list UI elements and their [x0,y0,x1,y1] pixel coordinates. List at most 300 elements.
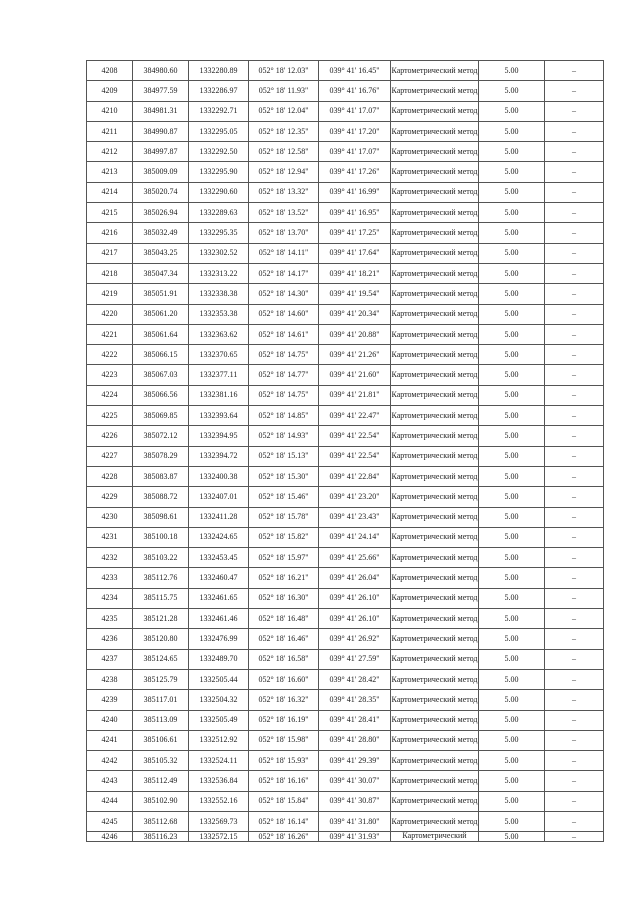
latitude-cell: 052° 18' 12.03" [249,61,319,81]
latitude-cell: 052° 18' 16.16" [249,771,319,791]
longitude-cell: 039° 41' 21.81" [319,385,391,405]
point-number-cell: 4239 [87,690,133,710]
y-coordinate-cell: 1332292.50 [189,142,249,162]
method-cell: Картометрический метод [391,406,479,426]
note-cell: – [545,710,604,730]
y-coordinate-cell: 1332363.62 [189,324,249,344]
accuracy-cell: 5.00 [479,730,545,750]
accuracy-cell: 5.00 [479,324,545,344]
latitude-cell: 052° 18' 14.75" [249,345,319,365]
method-cell: Картометрический метод [391,81,479,101]
method-cell: Картометрический метод [391,142,479,162]
note-cell: – [545,142,604,162]
method-cell: Картометрический метод [391,324,479,344]
x-coordinate-cell: 385066.15 [133,345,189,365]
method-cell: Картометрический метод [391,791,479,811]
longitude-cell: 039° 41' 26.04" [319,568,391,588]
note-cell: – [545,324,604,344]
y-coordinate-cell: 1332302.52 [189,243,249,263]
x-coordinate-cell: 385098.61 [133,507,189,527]
table-row [87,710,604,730]
accuracy-cell: 5.00 [479,365,545,385]
x-coordinate-cell: 385115.75 [133,588,189,608]
latitude-cell: 052° 18' 14.75" [249,385,319,405]
longitude-cell: 039° 41' 31.80" [319,811,391,831]
note-cell: – [545,263,604,283]
method-cell: Картометрический метод [391,548,479,568]
y-coordinate-cell: 1332353.38 [189,304,249,324]
table-row [87,568,604,588]
table-row [87,811,604,831]
note-cell: – [545,811,604,831]
accuracy-cell: 5.00 [479,811,545,831]
x-coordinate-cell: 385116.23 [133,832,189,842]
point-number-cell: 4213 [87,162,133,182]
longitude-cell: 039° 41' 23.43" [319,507,391,527]
accuracy-cell: 5.00 [479,142,545,162]
note-cell: – [545,406,604,426]
note-cell: – [545,81,604,101]
point-number-cell: 4246 [87,832,133,842]
note-cell: – [545,162,604,182]
note-cell: – [545,751,604,771]
point-number-cell: 4211 [87,121,133,141]
latitude-cell: 052° 18' 15.78" [249,507,319,527]
point-number-cell: 4214 [87,182,133,202]
y-coordinate-cell: 1332552.16 [189,791,249,811]
table-row [87,263,604,283]
latitude-cell: 052° 18' 16.60" [249,669,319,689]
method-cell: Картометрический метод [391,730,479,750]
longitude-cell: 039° 41' 28.35" [319,690,391,710]
latitude-cell: 052° 18' 14.93" [249,426,319,446]
accuracy-cell: 5.00 [479,690,545,710]
point-number-cell: 4212 [87,142,133,162]
longitude-cell: 039° 41' 22.84" [319,466,391,486]
method-cell: Картометрический [391,832,479,842]
method-cell: Картометрический метод [391,446,479,466]
point-number-cell: 4223 [87,365,133,385]
method-cell: Картометрический метод [391,649,479,669]
table-row [87,223,604,243]
x-coordinate-cell: 385120.80 [133,629,189,649]
longitude-cell: 039° 41' 19.54" [319,284,391,304]
table-row [87,588,604,608]
y-coordinate-cell: 1332424.65 [189,527,249,547]
latitude-cell: 052° 18' 16.48" [249,609,319,629]
latitude-cell: 052° 18' 16.46" [249,629,319,649]
x-coordinate-cell: 385051.91 [133,284,189,304]
point-number-cell: 4233 [87,568,133,588]
method-cell: Картометрический метод [391,304,479,324]
point-number-cell: 4217 [87,243,133,263]
y-coordinate-cell: 1332505.44 [189,669,249,689]
x-coordinate-cell: 385078.29 [133,446,189,466]
method-cell: Картометрический метод [391,466,479,486]
y-coordinate-cell: 1332370.65 [189,345,249,365]
longitude-cell: 039° 41' 26.92" [319,629,391,649]
latitude-cell: 052° 18' 15.97" [249,548,319,568]
method-cell: Картометрический метод [391,588,479,608]
latitude-cell: 052° 18' 16.58" [249,649,319,669]
point-number-cell: 4244 [87,791,133,811]
method-cell: Картометрический метод [391,101,479,121]
note-cell: – [545,507,604,527]
method-cell: Картометрический метод [391,507,479,527]
accuracy-cell: 5.00 [479,101,545,121]
method-cell: Картометрический метод [391,690,479,710]
method-cell: Картометрический метод [391,568,479,588]
note-cell: – [545,365,604,385]
longitude-cell: 039° 41' 16.45" [319,61,391,81]
note-cell: – [545,243,604,263]
point-number-cell: 4227 [87,446,133,466]
longitude-cell: 039° 41' 21.60" [319,365,391,385]
x-coordinate-cell: 385117.01 [133,690,189,710]
x-coordinate-cell: 385125.79 [133,669,189,689]
longitude-cell: 039° 41' 17.07" [319,101,391,121]
note-cell: – [545,568,604,588]
x-coordinate-cell: 385032.49 [133,223,189,243]
note-cell: – [545,121,604,141]
y-coordinate-cell: 1332295.90 [189,162,249,182]
y-coordinate-cell: 1332411.28 [189,507,249,527]
point-number-cell: 4220 [87,304,133,324]
longitude-cell: 039° 41' 24.14" [319,527,391,547]
x-coordinate-cell: 384990.87 [133,121,189,141]
accuracy-cell: 5.00 [479,304,545,324]
note-cell: – [545,649,604,669]
note-cell: – [545,771,604,791]
accuracy-cell: 5.00 [479,203,545,223]
longitude-cell: 039° 41' 20.34" [319,304,391,324]
table-row [87,548,604,568]
note-cell: – [545,345,604,365]
accuracy-cell: 5.00 [479,385,545,405]
x-coordinate-cell: 385106.61 [133,730,189,750]
longitude-cell: 039° 41' 30.87" [319,791,391,811]
table-row [87,730,604,750]
table-row [87,832,604,842]
x-coordinate-cell: 385112.49 [133,771,189,791]
x-coordinate-cell: 385121.28 [133,609,189,629]
accuracy-cell: 5.00 [479,629,545,649]
note-cell: – [545,548,604,568]
table-row [87,243,604,263]
note-cell: – [545,527,604,547]
note-cell: – [545,182,604,202]
longitude-cell: 039° 41' 28.80" [319,730,391,750]
table-row [87,690,604,710]
table-row [87,426,604,446]
accuracy-cell: 5.00 [479,243,545,263]
method-cell: Картометрический метод [391,487,479,507]
table-row [87,284,604,304]
point-number-cell: 4218 [87,263,133,283]
y-coordinate-cell: 1332453.45 [189,548,249,568]
latitude-cell: 052° 18' 16.26" [249,832,319,842]
y-coordinate-cell: 1332536.84 [189,771,249,791]
longitude-cell: 039° 41' 23.20" [319,487,391,507]
y-coordinate-cell: 1332292.71 [189,101,249,121]
latitude-cell: 052° 18' 15.98" [249,730,319,750]
method-cell: Картометрический метод [391,284,479,304]
table-row [87,121,604,141]
point-number-cell: 4209 [87,81,133,101]
method-cell: Картометрический метод [391,182,479,202]
y-coordinate-cell: 1332476.99 [189,629,249,649]
table-row [87,304,604,324]
method-cell: Картометрический метод [391,771,479,791]
method-cell: Картометрический метод [391,751,479,771]
latitude-cell: 052° 18' 16.30" [249,588,319,608]
latitude-cell: 052° 18' 16.19" [249,710,319,730]
table-row [87,182,604,202]
x-coordinate-cell: 385043.25 [133,243,189,263]
note-cell: – [545,223,604,243]
method-cell: Картометрический метод [391,710,479,730]
table-row [87,507,604,527]
coordinates-table-page [86,60,603,842]
x-coordinate-cell: 385103.22 [133,548,189,568]
longitude-cell: 039° 41' 17.07" [319,142,391,162]
point-number-cell: 4229 [87,487,133,507]
y-coordinate-cell: 1332524.11 [189,751,249,771]
accuracy-cell: 5.00 [479,223,545,243]
point-number-cell: 4245 [87,811,133,831]
method-cell: Картометрический метод [391,121,479,141]
longitude-cell: 039° 41' 22.54" [319,426,391,446]
method-cell: Картометрический метод [391,345,479,365]
table-row [87,203,604,223]
x-coordinate-cell: 385113.09 [133,710,189,730]
accuracy-cell: 5.00 [479,791,545,811]
accuracy-cell: 5.00 [479,669,545,689]
method-cell: Картометрический метод [391,61,479,81]
table-row [87,142,604,162]
latitude-cell: 052° 18' 16.21" [249,568,319,588]
accuracy-cell: 5.00 [479,162,545,182]
y-coordinate-cell: 1332381.16 [189,385,249,405]
y-coordinate-cell: 1332572.15 [189,832,249,842]
coordinates-table [86,60,604,842]
accuracy-cell: 5.00 [479,771,545,791]
latitude-cell: 052° 18' 14.60" [249,304,319,324]
point-number-cell: 4222 [87,345,133,365]
accuracy-cell: 5.00 [479,263,545,283]
x-coordinate-cell: 385069.85 [133,406,189,426]
y-coordinate-cell: 1332394.95 [189,426,249,446]
y-coordinate-cell: 1332280.89 [189,61,249,81]
latitude-cell: 052° 18' 11.93" [249,81,319,101]
point-number-cell: 4242 [87,751,133,771]
x-coordinate-cell: 385072.12 [133,426,189,446]
table-body [87,61,604,842]
point-number-cell: 4232 [87,548,133,568]
table-row [87,669,604,689]
x-coordinate-cell: 384981.31 [133,101,189,121]
latitude-cell: 052° 18' 12.58" [249,142,319,162]
table-row [87,527,604,547]
table-row [87,345,604,365]
accuracy-cell: 5.00 [479,710,545,730]
table-row [87,406,604,426]
y-coordinate-cell: 1332460.47 [189,568,249,588]
x-coordinate-cell: 385105.32 [133,751,189,771]
y-coordinate-cell: 1332290.60 [189,182,249,202]
latitude-cell: 052° 18' 14.61" [249,324,319,344]
point-number-cell: 4208 [87,61,133,81]
x-coordinate-cell: 385009.09 [133,162,189,182]
longitude-cell: 039° 41' 27.59" [319,649,391,669]
point-number-cell: 4215 [87,203,133,223]
accuracy-cell: 5.00 [479,649,545,669]
longitude-cell: 039° 41' 20.88" [319,324,391,344]
x-coordinate-cell: 385083.87 [133,466,189,486]
note-cell: – [545,791,604,811]
point-number-cell: 4236 [87,629,133,649]
note-cell: – [545,690,604,710]
longitude-cell: 039° 41' 31.93" [319,832,391,842]
longitude-cell: 039° 41' 22.47" [319,406,391,426]
accuracy-cell: 5.00 [479,446,545,466]
accuracy-cell: 5.00 [479,609,545,629]
y-coordinate-cell: 1332394.72 [189,446,249,466]
longitude-cell: 039° 41' 26.10" [319,609,391,629]
latitude-cell: 052° 18' 12.04" [249,101,319,121]
x-coordinate-cell: 385102.90 [133,791,189,811]
method-cell: Картометрический метод [391,811,479,831]
accuracy-cell: 5.00 [479,81,545,101]
point-number-cell: 4234 [87,588,133,608]
accuracy-cell: 5.00 [479,284,545,304]
accuracy-cell: 5.00 [479,507,545,527]
latitude-cell: 052° 18' 15.13" [249,446,319,466]
latitude-cell: 052° 18' 14.30" [249,284,319,304]
point-number-cell: 4221 [87,324,133,344]
latitude-cell: 052° 18' 16.14" [249,811,319,831]
x-coordinate-cell: 385100.18 [133,527,189,547]
x-coordinate-cell: 385066.56 [133,385,189,405]
longitude-cell: 039° 41' 17.64" [319,243,391,263]
longitude-cell: 039° 41' 22.54" [319,446,391,466]
latitude-cell: 052° 18' 12.94" [249,162,319,182]
longitude-cell: 039° 41' 16.99" [319,182,391,202]
longitude-cell: 039° 41' 28.42" [319,669,391,689]
method-cell: Картометрический метод [391,629,479,649]
y-coordinate-cell: 1332512.92 [189,730,249,750]
table-row [87,649,604,669]
note-cell: – [545,588,604,608]
longitude-cell: 039° 41' 26.10" [319,588,391,608]
accuracy-cell: 5.00 [479,182,545,202]
y-coordinate-cell: 1332377.11 [189,365,249,385]
longitude-cell: 039° 41' 21.26" [319,345,391,365]
method-cell: Картометрический метод [391,263,479,283]
y-coordinate-cell: 1332505.49 [189,710,249,730]
accuracy-cell: 5.00 [479,527,545,547]
table-row [87,162,604,182]
longitude-cell: 039° 41' 18.21" [319,263,391,283]
point-number-cell: 4238 [87,669,133,689]
y-coordinate-cell: 1332461.65 [189,588,249,608]
x-coordinate-cell: 385067.03 [133,365,189,385]
latitude-cell: 052° 18' 15.46" [249,487,319,507]
table-row [87,324,604,344]
longitude-cell: 039° 41' 16.76" [319,81,391,101]
accuracy-cell: 5.00 [479,61,545,81]
x-coordinate-cell: 385020.74 [133,182,189,202]
method-cell: Картометрический метод [391,365,479,385]
table-row [87,609,604,629]
x-coordinate-cell: 385047.34 [133,263,189,283]
y-coordinate-cell: 1332295.35 [189,223,249,243]
longitude-cell: 039° 41' 29.39" [319,751,391,771]
point-number-cell: 4240 [87,710,133,730]
table-row [87,385,604,405]
table-row [87,791,604,811]
latitude-cell: 052° 18' 14.17" [249,263,319,283]
table-row [87,466,604,486]
method-cell: Картометрический метод [391,243,479,263]
table-row [87,101,604,121]
method-cell: Картометрический метод [391,162,479,182]
point-number-cell: 4230 [87,507,133,527]
accuracy-cell: 5.00 [479,426,545,446]
table-row [87,771,604,791]
method-cell: Картометрический метод [391,385,479,405]
point-number-cell: 4226 [87,426,133,446]
y-coordinate-cell: 1332338.38 [189,284,249,304]
point-number-cell: 4216 [87,223,133,243]
note-cell: – [545,832,604,842]
longitude-cell: 039° 41' 17.26" [319,162,391,182]
table-row [87,487,604,507]
longitude-cell: 039° 41' 17.25" [319,223,391,243]
x-coordinate-cell: 384977.59 [133,81,189,101]
latitude-cell: 052° 18' 15.30" [249,466,319,486]
table-row [87,61,604,81]
longitude-cell: 039° 41' 28.41" [319,710,391,730]
x-coordinate-cell: 385124.65 [133,649,189,669]
accuracy-cell: 5.00 [479,406,545,426]
note-cell: – [545,385,604,405]
accuracy-cell: 5.00 [479,832,545,842]
point-number-cell: 4210 [87,101,133,121]
longitude-cell: 039° 41' 17.20" [319,121,391,141]
latitude-cell: 052° 18' 13.70" [249,223,319,243]
method-cell: Картометрический метод [391,203,479,223]
note-cell: – [545,446,604,466]
y-coordinate-cell: 1332461.46 [189,609,249,629]
method-cell: Картометрический метод [391,609,479,629]
x-coordinate-cell: 385112.76 [133,568,189,588]
table-row [87,446,604,466]
accuracy-cell: 5.00 [479,751,545,771]
accuracy-cell: 5.00 [479,588,545,608]
latitude-cell: 052° 18' 13.52" [249,203,319,223]
accuracy-cell: 5.00 [479,121,545,141]
y-coordinate-cell: 1332295.05 [189,121,249,141]
y-coordinate-cell: 1332289.63 [189,203,249,223]
table-row [87,629,604,649]
method-cell: Картометрический метод [391,669,479,689]
method-cell: Картометрический метод [391,426,479,446]
table-row [87,751,604,771]
point-number-cell: 4219 [87,284,133,304]
y-coordinate-cell: 1332569.73 [189,811,249,831]
point-number-cell: 4243 [87,771,133,791]
